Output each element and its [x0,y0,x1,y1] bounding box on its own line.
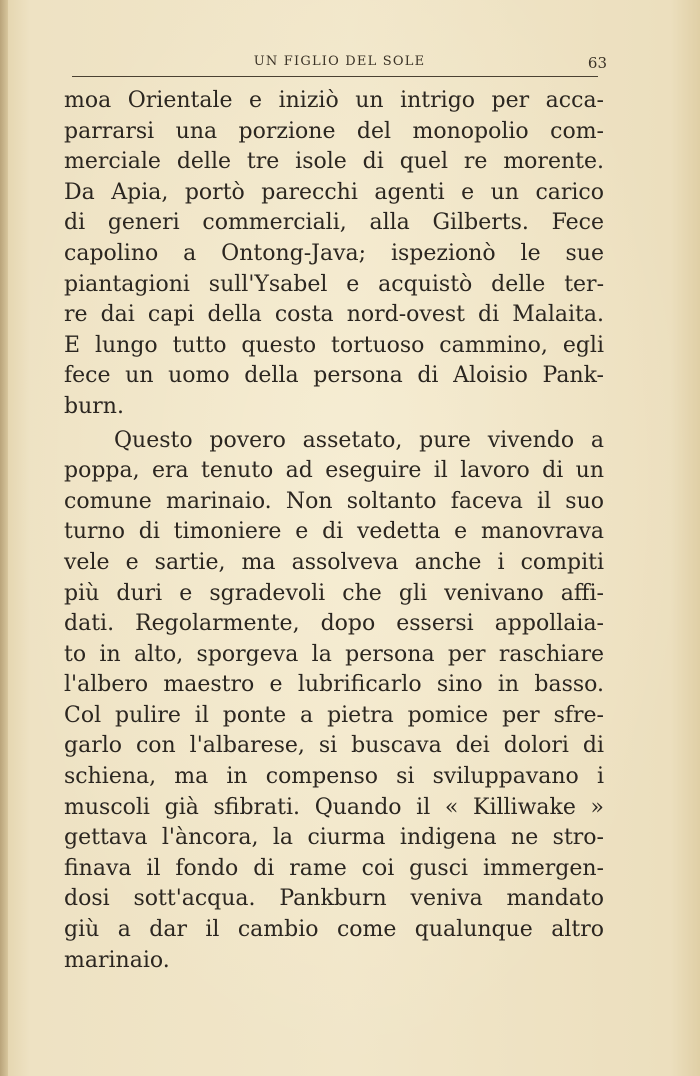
paragraph-1 [64,86,604,423]
text-line: to in alto, sporgeva la persona per raschiare [64,641,604,667]
text-line: schiena, ma in compenso si sviluppavano i [64,764,604,790]
body-text [64,86,604,976]
text-line: di generi commerciali, alla Gilberts. Fece [64,210,604,236]
text-line: Da Apia, portò parecchi agenti e un carico [64,179,604,205]
text-line: più duri e sgradevoli che gli venivano affi- [64,580,604,606]
page-header [72,52,607,76]
text-line: marinaio. [64,947,170,973]
text-line: capolino a Ontong-Java; ispezionò le sue [64,240,604,266]
text-line: piantagioni sull'Ysabel e acquistò delle ter- [64,271,604,297]
text-line: poppa, era tenuto ad eseguire il lavoro di un [64,458,604,484]
text-line: burn. [64,393,124,419]
text-line: re dai capi della costa nord-ovest di Malaita. [64,302,604,328]
text-line: Questo povero assetato, pure vivendo a [114,427,604,453]
text-line: l'albero maestro e lubrificarlo sino in basso. [64,672,604,698]
running-title: UN FIGLIO DEL SOLE [253,54,426,69]
text-line: parrarsi una porzione del monopolio com- [64,118,604,144]
text-line: finava il fondo di rame coi gusci immergen- [64,855,604,881]
text-line: dati. Regolarmente, dopo essersi appollaia- [64,611,604,637]
text-line: dosi sott'acqua. Pankburn veniva mandato [64,886,604,912]
page-spine-shadow [0,0,8,1076]
text-line: garlo con l'albarese, si buscava dei dolori di [64,733,604,759]
text-line: giù a dar il cambio come qualunque altro [64,917,604,943]
paragraph-2 [64,426,604,977]
text-line: moa Orientale e iniziò un intrigo per acca- [64,88,604,113]
text-line: vele e sartie, ma assolveva anche i compiti [64,549,604,575]
header-rule [72,76,598,77]
text-line: fece un uomo della persona di Aloisio Pank- [64,363,604,389]
text-line: gettava l'àncora, la ciurma indigena ne stro- [64,825,604,851]
text-line: turno di timoniere e di vedetta e manovrava [64,519,604,545]
page-number: 63 [587,54,607,72]
text-line: comune marinaio. Non soltanto faceva il suo [64,488,604,514]
text-line: muscoli già sfibrati. Quando il « Killiwake » [64,794,604,820]
text-line: E lungo tutto questo tortuoso cammino, egli [64,332,604,358]
text-line: merciale delle tre isole di quel re morente. [64,149,604,175]
text-line: Col pulire il ponte a pietra pomice per sfre- [64,702,604,728]
